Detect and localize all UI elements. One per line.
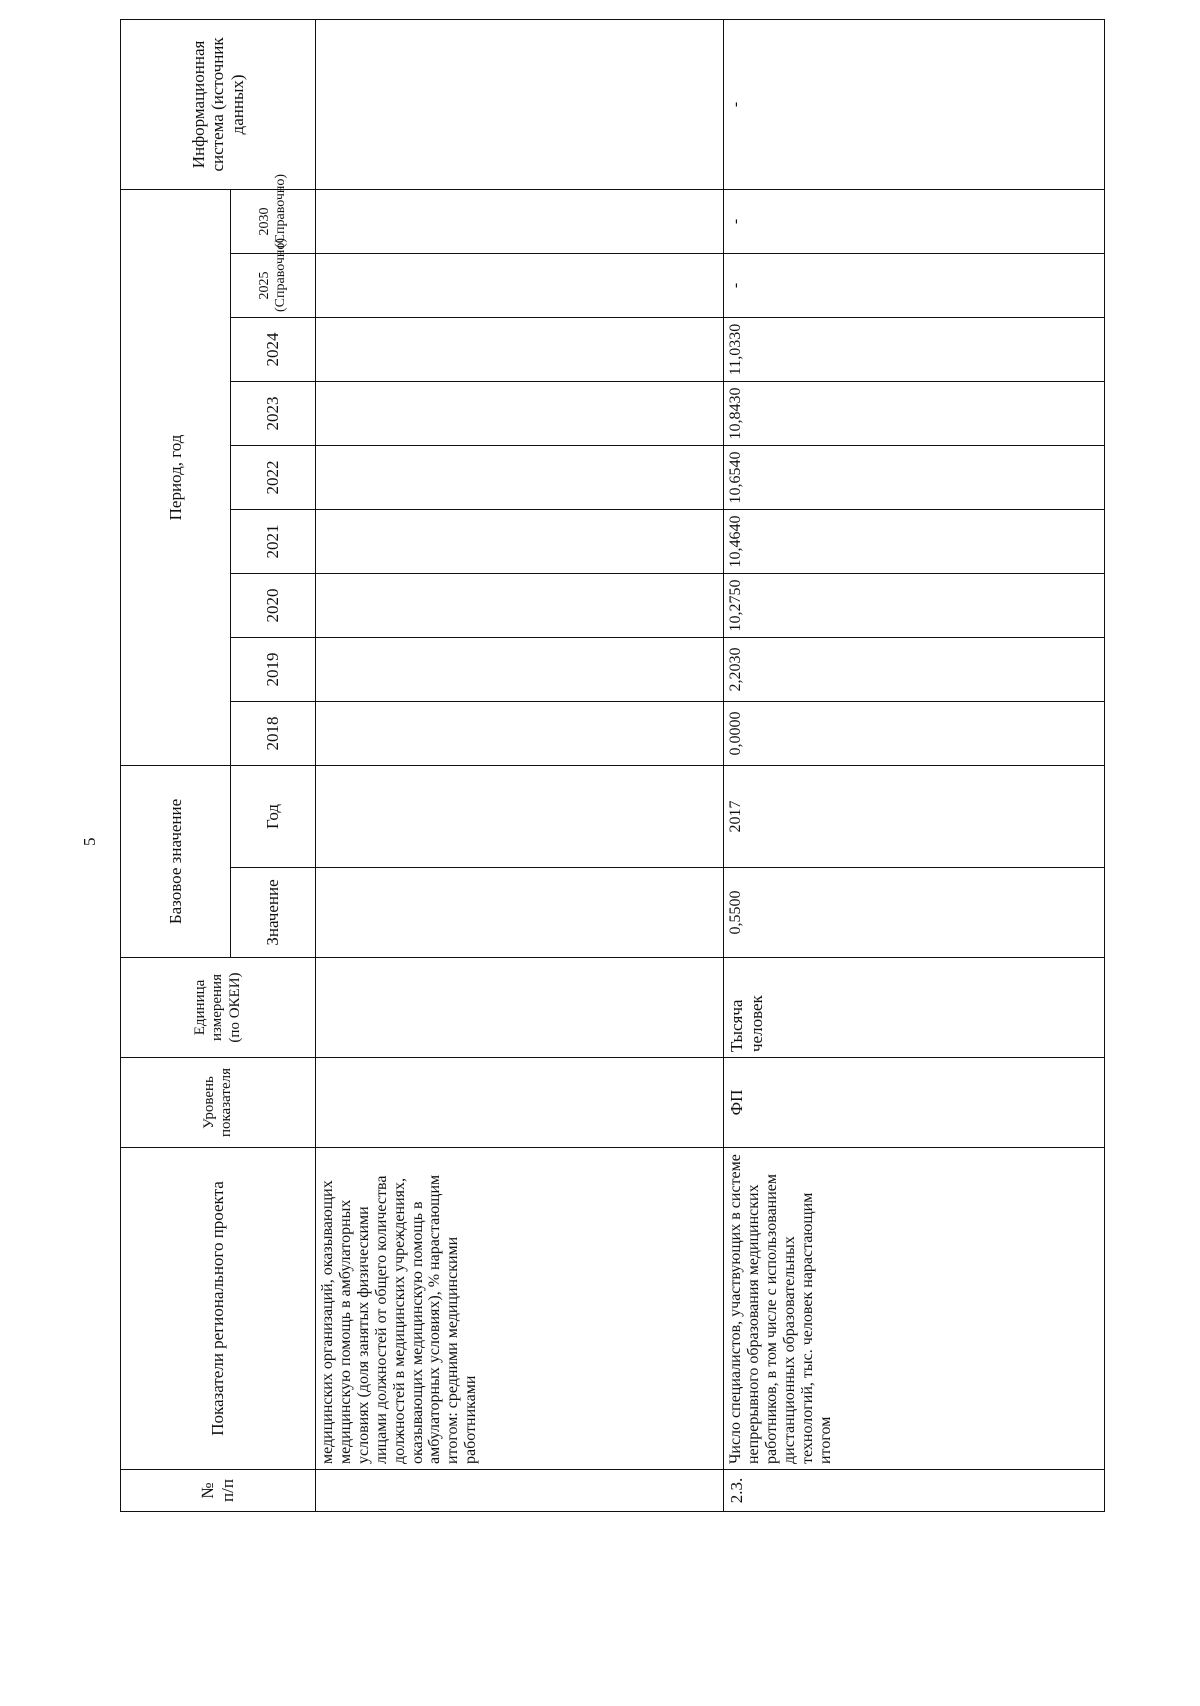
page-number: 5	[80, 837, 99, 846]
indicators-table-container	[120, 37, 1105, 1512]
header-unit: Единица измерения (по ОКЕИ)	[121, 958, 316, 1058]
row-indicator: Число специалистов, участвующих в системе непрерывного образования медицинских работников, в том числе с использованием дистанционных образовательных технологий, тыс. человек нарастающим итогом	[724, 1148, 1105, 1470]
row-value-2023	[316, 381, 724, 445]
table-row	[316, 19, 724, 1511]
row-value-2025: -	[724, 253, 1105, 317]
row-num	[316, 1470, 724, 1512]
row-source: -	[724, 19, 1105, 189]
row-value-2022	[316, 445, 724, 509]
row-value-2024: 11,0330	[724, 317, 1105, 381]
row-source	[316, 19, 724, 189]
header-year-2018: 2018	[231, 701, 316, 765]
header-source: Информационная система (источник данных)	[121, 19, 316, 189]
row-base-value	[316, 868, 724, 958]
header-level: Уровень показателя	[121, 1058, 316, 1148]
row-value-2021: 10,4640	[724, 509, 1105, 573]
header-indicator: Показатели регионального проекта	[121, 1148, 316, 1470]
indicators-table	[120, 19, 1105, 1512]
header-base-value: Значение	[231, 868, 316, 958]
row-base-value: 0,5500	[724, 868, 1105, 958]
row-indicator: медицинских организаций, оказывающих медицинскую помощь в амбулаторных условиях (доля занятых физическими лицами должностей от общего количества должностей в медицинских учреждениях, оказывающих медицинскую помощь в амбулаторных условиях), % нарастающим итогом: средними медицинскими работниками	[316, 1148, 724, 1470]
header-year-2021: 2021	[231, 509, 316, 573]
row-num: 2.3.	[724, 1470, 1105, 1512]
header-num: № п/п	[121, 1470, 316, 1512]
row-value-2030: -	[724, 189, 1105, 253]
row-value-2018: 0,0000	[724, 701, 1105, 765]
row-value-2019	[316, 637, 724, 701]
row-unit: Тысяча человек	[724, 958, 1105, 1058]
row-value-2022: 10,6540	[724, 445, 1105, 509]
row-value-2024	[316, 317, 724, 381]
row-value-2018	[316, 701, 724, 765]
header-base-year: Год	[231, 765, 316, 867]
row-value-2030	[316, 189, 724, 253]
row-base-year	[316, 765, 724, 867]
header-year-2030: 2030 (Справочно)	[231, 189, 316, 253]
header-year-2020: 2020	[231, 573, 316, 637]
row-value-2020: 10,2750	[724, 573, 1105, 637]
table-row	[724, 19, 1105, 1511]
header-year-2025: 2025 (Справочно)	[231, 253, 316, 317]
row-value-2019: 2,2030	[724, 637, 1105, 701]
header-year-2024: 2024	[231, 317, 316, 381]
header-year-2023: 2023	[231, 381, 316, 445]
row-value-2020	[316, 573, 724, 637]
header-base-group: Базовое значение	[121, 765, 231, 957]
header-year-2022: 2022	[231, 445, 316, 509]
row-level: ФП	[724, 1058, 1105, 1148]
row-unit	[316, 958, 724, 1058]
row-base-year: 2017	[724, 765, 1105, 867]
row-level	[316, 1058, 724, 1148]
row-value-2025	[316, 253, 724, 317]
header-year-2019: 2019	[231, 637, 316, 701]
row-value-2023: 10,8430	[724, 381, 1105, 445]
row-value-2021	[316, 509, 724, 573]
header-period-group: Период, год	[121, 189, 231, 765]
